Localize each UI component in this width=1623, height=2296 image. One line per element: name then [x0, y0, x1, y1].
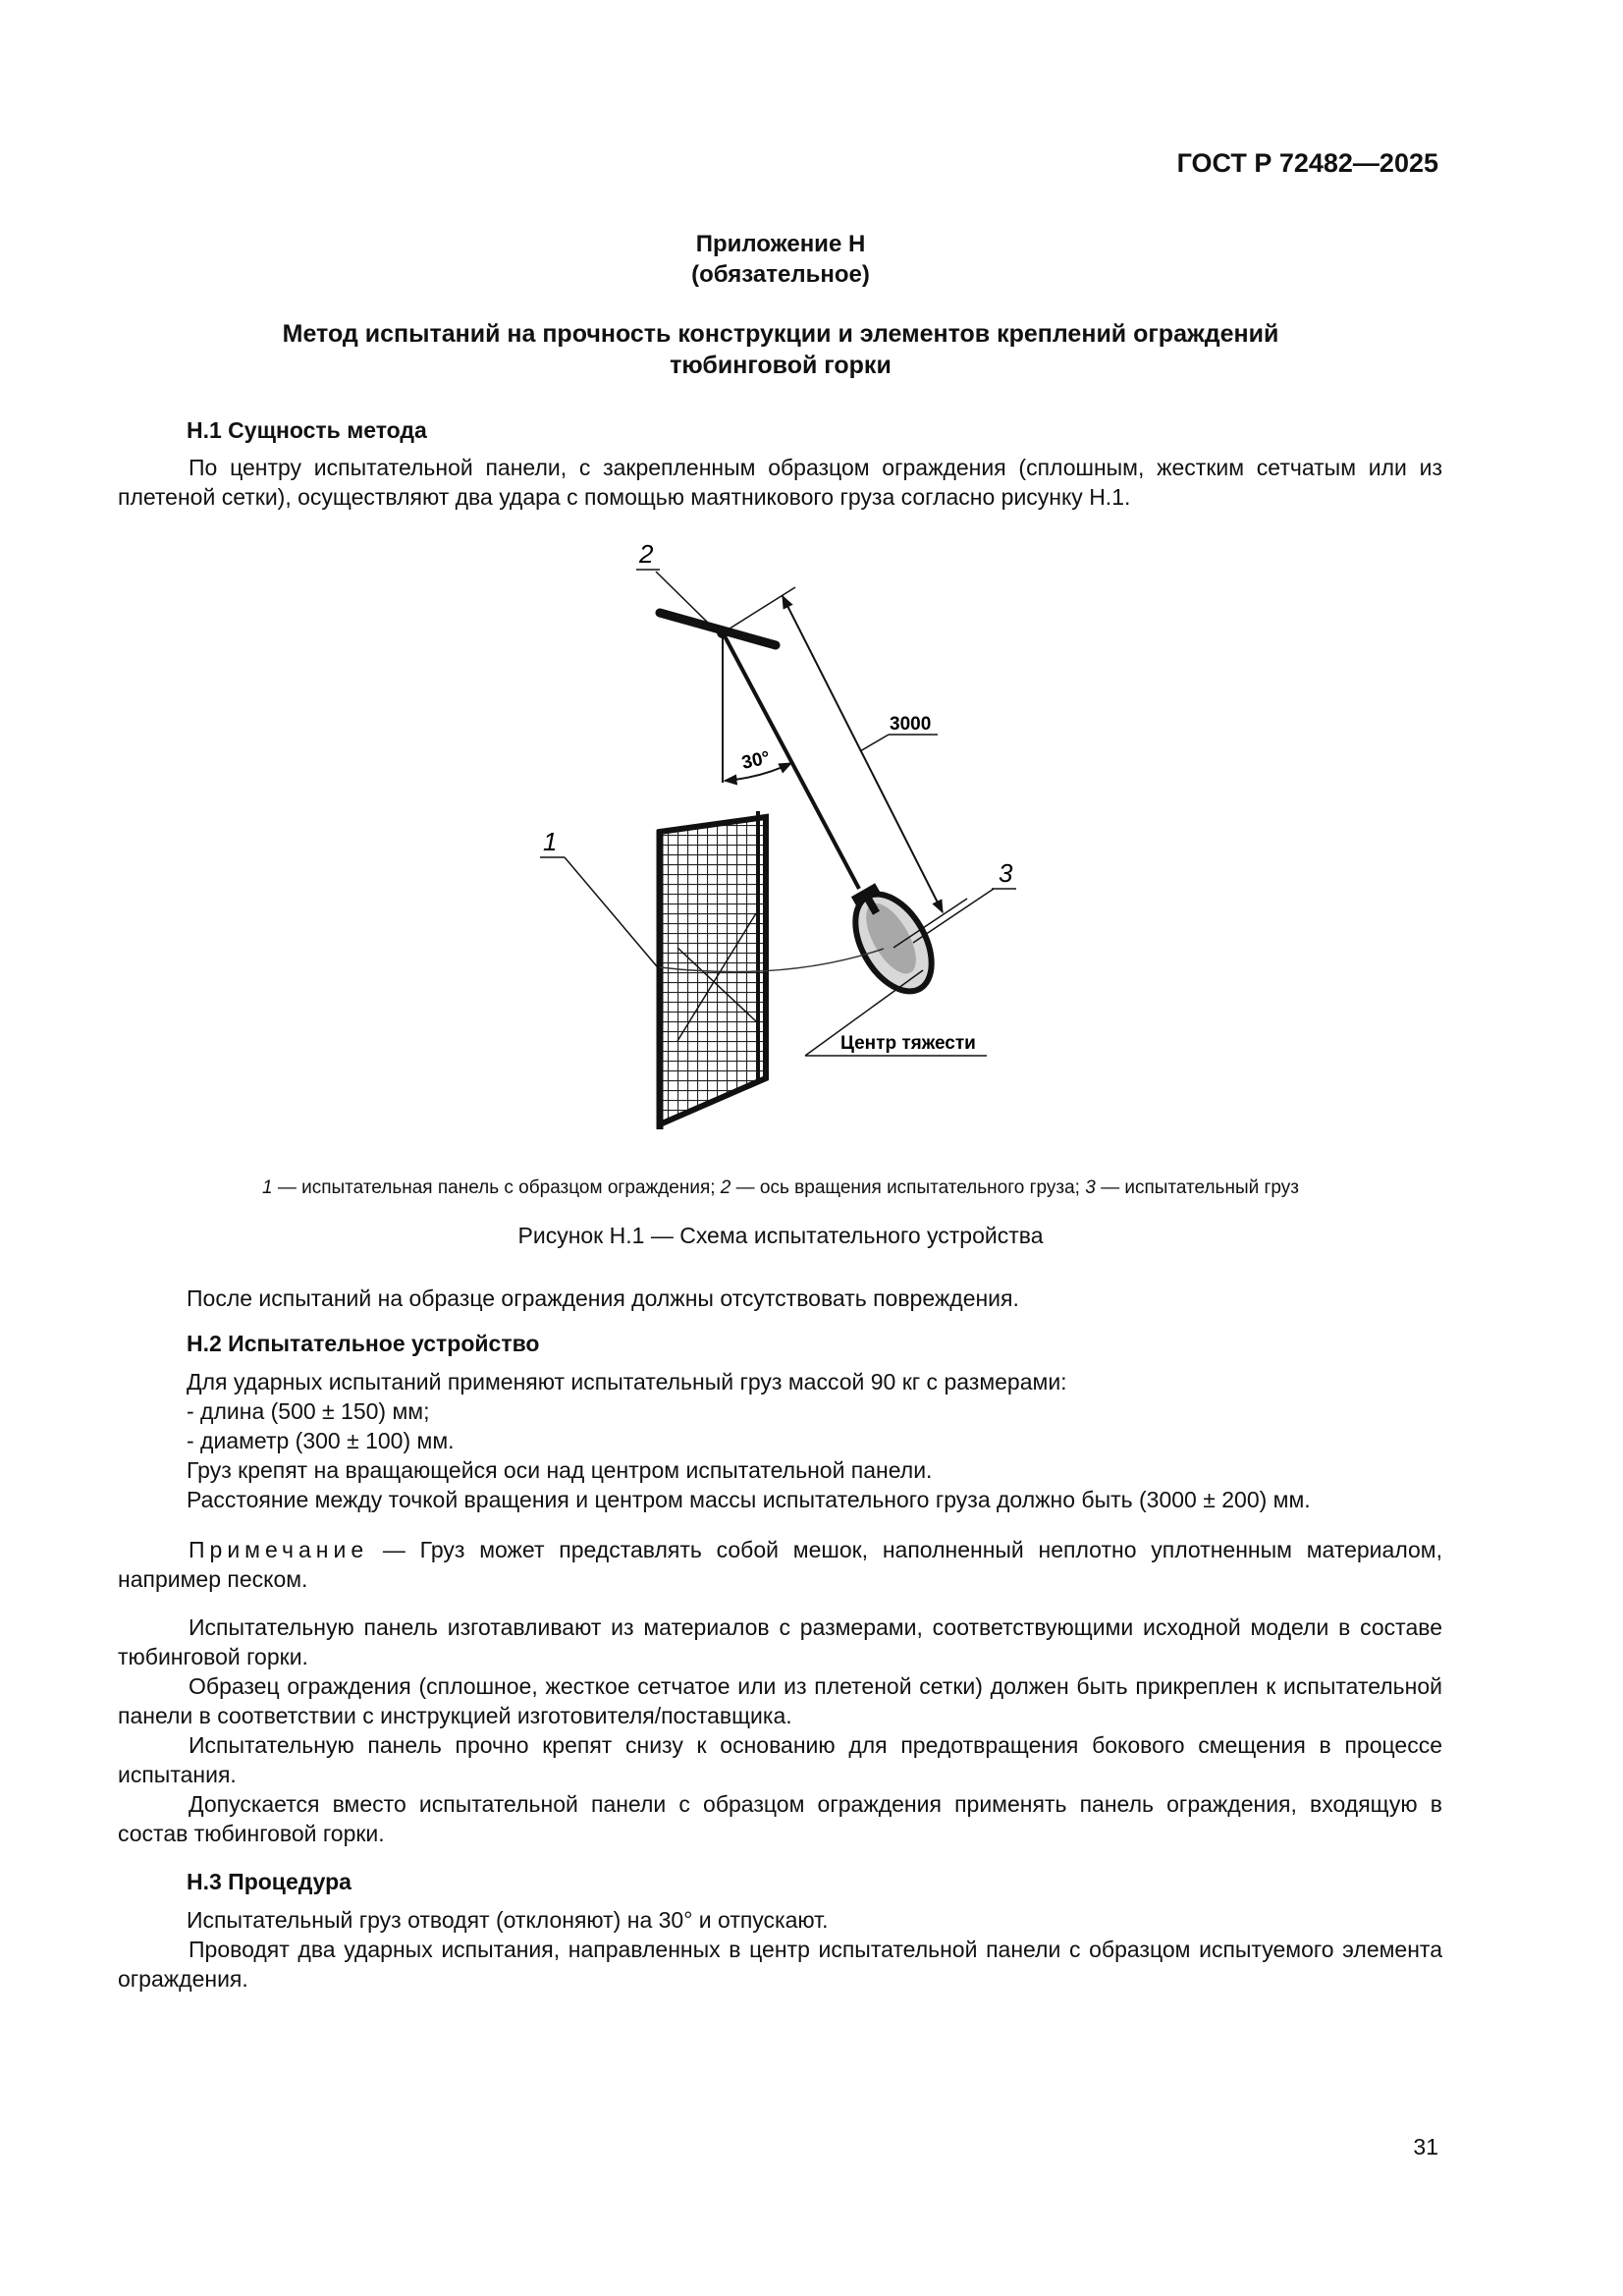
section-2-line-4: Груз крепят на вращающейся оси над центром испытательной панели. [187, 1457, 933, 1483]
appendix-title: Приложение Н [695, 231, 866, 257]
callout-1-label: 1 [543, 827, 558, 856]
length-label: 3000 [890, 714, 932, 735]
section-2-paragraph-2: Образец ограждения (сплошное, жесткое сетчатое или из плетеной сетки) должен быть прикреплен к испытательной панели в соответствии с инструкцией изготовителя/поставщика. [118, 1673, 1442, 1728]
legend-number-3: 3 [1085, 1177, 1096, 1198]
angle-label: 30° [739, 747, 773, 774]
rotation-axis [660, 613, 776, 645]
section-3-paragraph-1: Испытательный груз отводят (отклоняют) на 30° и отпускают. [187, 1907, 829, 1933]
legend-number-2: 2 [720, 1177, 731, 1198]
section-3-heading: Н.3 Процедура [187, 1869, 352, 1894]
section-2-paragraph-3: Испытательную панель прочно крепят снизу к основанию для предотвращения бокового смещения в процессе испытания. [118, 1732, 1442, 1787]
callout-3-label: 3 [999, 858, 1013, 888]
legend-text-3: — испытательный груз [1095, 1177, 1299, 1198]
title-line-1: Метод испытаний на прочность конструкции и элементов креплений ограждений [282, 320, 1279, 348]
figure-legend [118, 1177, 1443, 1199]
figure-title: Рисунок Н.1 — Схема испытательного устройства [517, 1223, 1044, 1248]
title-line-2: тюбинговой горки [670, 352, 892, 379]
length-leader [860, 735, 889, 751]
note-label: Примечание [189, 1537, 369, 1562]
note-text: — Груз может представлять собой мешок, наполненный неплотно уплотненным материалом, например песком. [118, 1537, 1442, 1592]
section-2-line-1: Для ударных испытаний применяют испытательный груз массой 90 кг с размерами: [187, 1369, 1067, 1394]
section-3-paragraph-2: Проводят два ударных испытания, направленных в центр испытательной панели с образцом испытуемого элемента ограждения. [118, 1937, 1442, 1992]
appendix-status: (обязательное) [691, 261, 870, 288]
section-2-heading: Н.2 Испытательное устройство [187, 1331, 540, 1356]
test-panel [660, 811, 766, 1129]
test-weight [836, 874, 947, 1004]
legend-text-1: — испытательная панель с образцом ограждения; [272, 1177, 721, 1198]
section-2-paragraph-1: Испытательную панель изготавливают из материалов с размерами, соответствующими исходной модели в составе тюбинговой горки. [118, 1614, 1442, 1669]
section-2-line-5: Расстояние между точкой вращения и центром массы испытательного груза должно быть (3000 ± 200) мм. [187, 1487, 1311, 1512]
callout-1-leader [565, 857, 662, 972]
legend-text-2: — ось вращения испытательного груза; [730, 1177, 1086, 1198]
note [118, 1535, 1442, 1594]
cog-label: Центр тяжести [840, 1033, 976, 1054]
section-2-paragraph-4: Допускается вместо испытательной панели с образцом ограждения применять панель ограждения, входящую в состав тюбинговой горки. [118, 1791, 1442, 1846]
length-extension-top [727, 587, 795, 630]
section-1-text: По центру испытательной панели, с закрепленным образцом ограждения (сплошным, жестким сетчатым или из плетеной сетки), осуществляют два удара с помощью маятникового груза согласно рисунку Н.1. [118, 455, 1442, 510]
callout-2-label: 2 [639, 539, 654, 569]
section-2-line-2: - длина (500 ± 150) мм; [187, 1398, 430, 1424]
section-2-line-3: - диаметр (300 ± 100) мм. [187, 1428, 455, 1453]
page-number: 31 [1413, 2134, 1438, 2159]
standard-number: ГОСТ Р 72482—2025 [1176, 148, 1438, 178]
length-dimension-line [783, 596, 943, 912]
callout-3-leader [913, 889, 994, 943]
legend-number-1: 1 [261, 1177, 273, 1198]
section-1-heading: Н.1 Сущность метода [187, 417, 427, 443]
after-figure-text: После испытаний на образце ограждения должны отсутствовать повреждения. [187, 1285, 1019, 1311]
